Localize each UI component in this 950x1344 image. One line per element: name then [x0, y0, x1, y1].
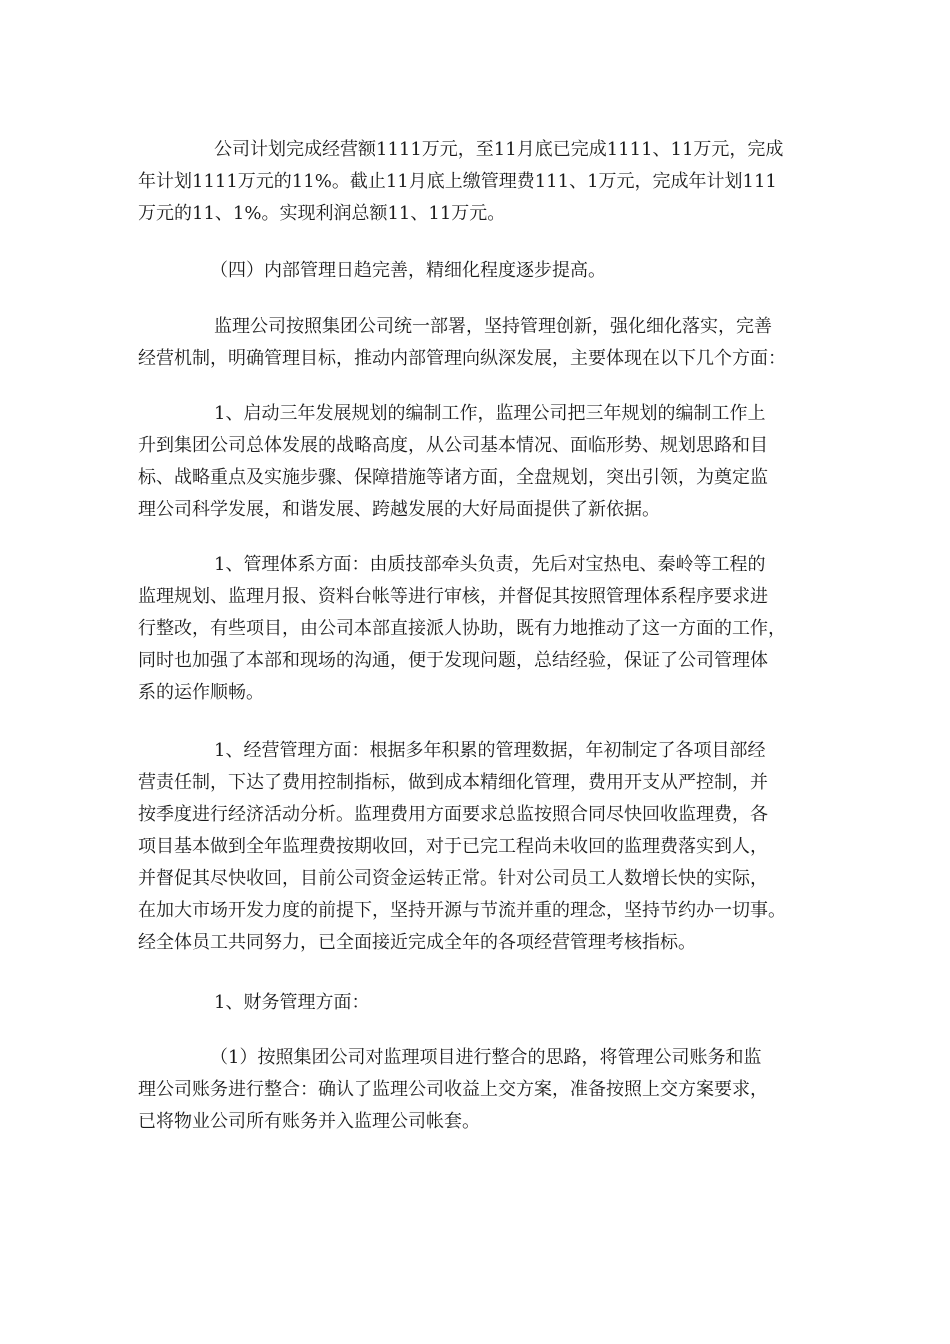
text-line: 经全体员工共同努力，已全面接近完成全年的各项经营管理考核指标。: [138, 932, 696, 953]
paragraph-management-system: [138, 549, 818, 709]
text-line: 标、战略重点及实施步骤、保障措施等诸方面，全盘规划，突出引领，为奠定监: [138, 467, 768, 488]
text-line: 项目基本做到全年监理费按期收回，对于已完工程尚未收回的监理费落实到人，: [138, 836, 768, 857]
text-line: 监理规划、监理月报、资料台帐等进行审核，并督促其按照管理体系程序要求进: [138, 586, 768, 607]
text-line: 已将物业公司所有账务并入监理公司帐套。: [138, 1111, 480, 1132]
text-line: 1、财务管理方面：: [214, 992, 370, 1013]
text-line: 系的运作顺畅。: [138, 682, 264, 703]
section-heading-finance: [138, 987, 818, 1019]
text-line: 1、经营管理方面：根据多年积累的管理数据，年初制定了各项目部经: [214, 740, 766, 761]
text-line: 公司计划完成经营额1111万元，至11月底已完成1111、11万元，完成: [214, 139, 784, 160]
text-line: 1、管理体系方面：由质技部牵头负责，先后对宝热电、秦岭等工程的: [214, 554, 766, 575]
text-line: （1）按照集团公司对监理项目进行整合的思路，将管理公司账务和监: [210, 1047, 762, 1068]
text-line: （四）内部管理日趋完善，精细化程度逐步提高。: [210, 260, 606, 281]
text-line: 同时也加强了本部和现场的沟通，便于发现问题，总结经验，保证了公司管理体: [138, 650, 768, 671]
paragraph-revenue: [138, 134, 818, 230]
paragraph-finance-integration: [138, 1042, 818, 1138]
text-line: 营责任制，下达了费用控制指标，做到成本精细化管理，费用开支从严控制，并: [138, 772, 768, 793]
text-line: 监理公司按照集团公司统一部署，坚持管理创新，强化细化落实，完善: [214, 316, 772, 337]
paragraph-overview: [138, 311, 818, 375]
text-line: 在加大市场开发力度的前提下，坚持开源与节流并重的理念，坚持节约办一切事。: [138, 900, 786, 921]
text-line: 理公司科学发展，和谐发展、跨越发展的大好局面提供了新依据。: [138, 499, 660, 520]
text-line: 经营机制，明确管理目标，推动内部管理向纵深发展，主要体现在以下几个方面：: [138, 348, 786, 369]
text-line: 升到集团公司总体发展的战略高度，从公司基本情况、面临形势、规划思路和目: [138, 435, 768, 456]
paragraph-three-year-plan: [138, 398, 818, 526]
text-line: 并督促其尽快收回，目前公司资金运转正常。针对公司员工人数增长快的实际，: [138, 868, 768, 889]
text-line: 年计划1111万元的11%。截止11月底上缴管理费111、1万元，完成年计划111: [138, 171, 777, 192]
text-line: 万元的11、1%。实现利润总额11、11万元。: [138, 203, 506, 224]
text-line: 行整改，有些项目，由公司本部直接派人协助，既有力地推动了这一方面的工作，: [138, 618, 786, 639]
text-line: 1、启动三年发展规划的编制工作，监理公司把三年规划的编制工作上: [214, 403, 766, 424]
section-heading-internal-management: [138, 255, 818, 287]
text-line: 理公司账务进行整合：确认了监理公司收益上交方案，准备按照上交方案要求，: [138, 1079, 768, 1100]
paragraph-operations-management: [138, 735, 818, 959]
text-line: 按季度进行经济活动分析。监理费用方面要求总监按照合同尽快回收监理费，各: [138, 804, 768, 825]
